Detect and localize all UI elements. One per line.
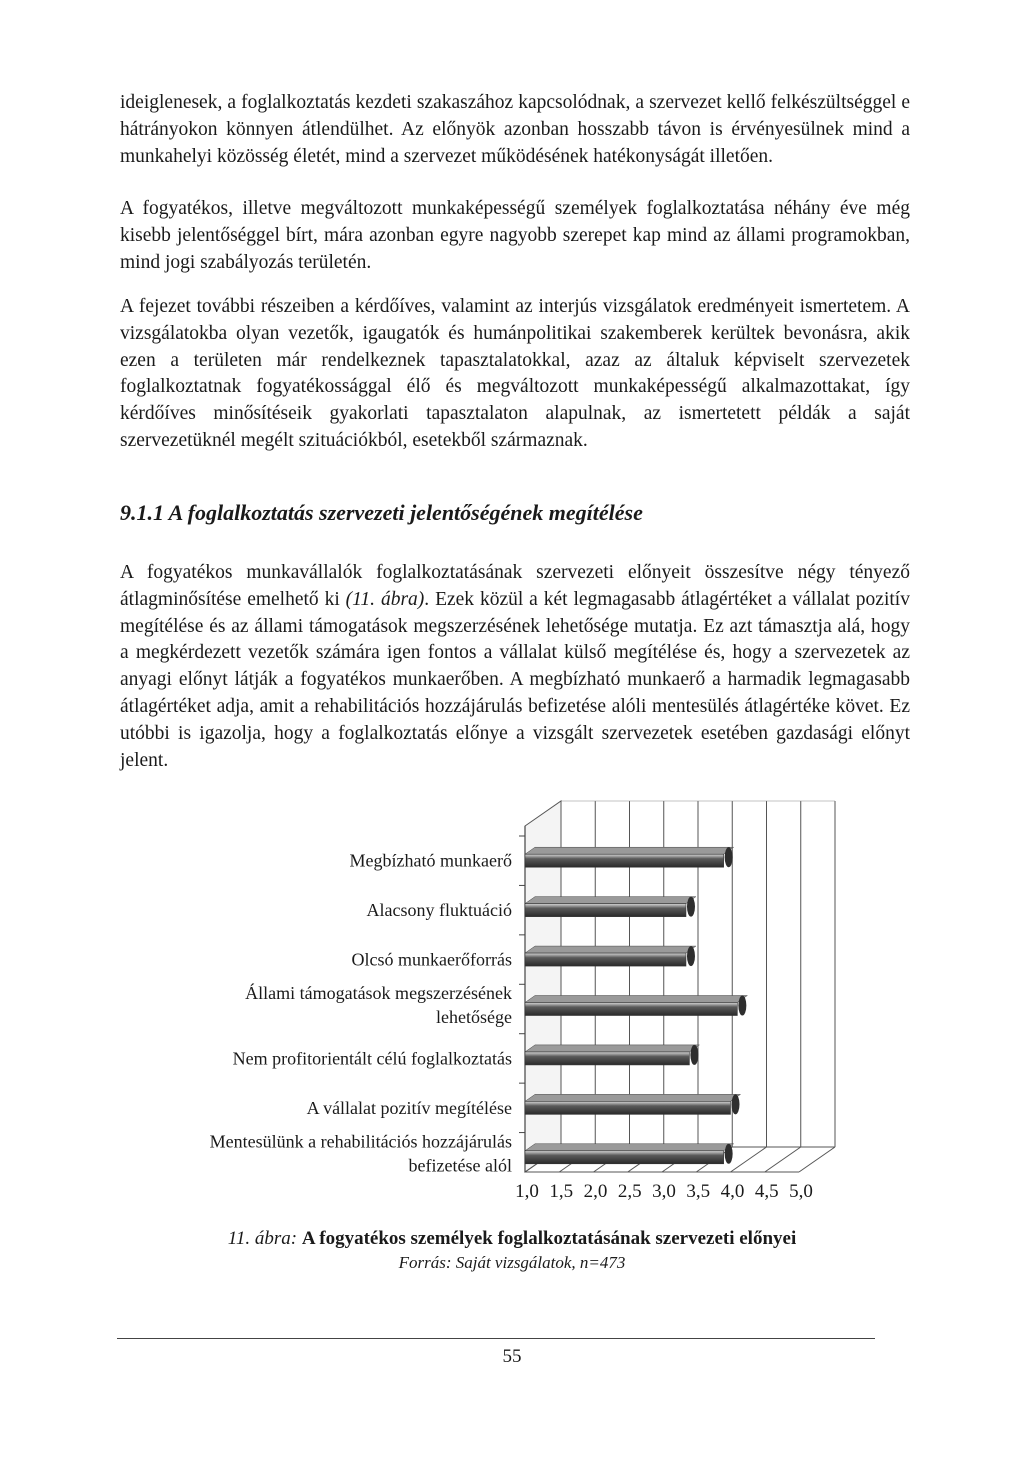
page-number: 55 bbox=[502, 1346, 522, 1367]
x-tick-label: 3,5 bbox=[686, 1181, 711, 1202]
bar-top-face bbox=[525, 897, 696, 904]
bar-end-cap bbox=[738, 996, 746, 1016]
x-tick-label: 4,5 bbox=[754, 1181, 779, 1202]
section-heading: 9.1.1 A foglalkoztatás szervezeti jelentőségének megítélése bbox=[120, 500, 643, 525]
paragraph-text: A fogyatékos munkavállalók foglalkoztatásának szervezeti előnyeit összesítve négy tényező átlagminősítése emelhető ki bbox=[120, 562, 910, 610]
x-tick-label: 3,0 bbox=[652, 1181, 676, 1202]
bar bbox=[525, 1101, 731, 1114]
category-label: Állami támogatások megszerzésének bbox=[245, 983, 512, 1003]
floor-gridline bbox=[765, 1147, 801, 1172]
bar-end-cap bbox=[725, 847, 733, 867]
x-tick-label: 4,0 bbox=[720, 1181, 745, 1202]
bar-top-face bbox=[525, 1094, 741, 1101]
bar-top-face bbox=[525, 1045, 699, 1052]
bar bbox=[525, 1052, 689, 1065]
category-label: lehetősége bbox=[436, 1007, 512, 1027]
bar bbox=[525, 904, 686, 917]
x-tick-label: 2,5 bbox=[617, 1181, 642, 1202]
bar-end-cap bbox=[725, 1144, 733, 1164]
figure-title: A fogyatékos személyek foglalkoztatásának szervezeti előnyei bbox=[301, 1228, 797, 1249]
category-label: befizetése alól bbox=[408, 1155, 512, 1176]
footer-rule bbox=[117, 1338, 875, 1339]
category-label: Nem profitorientált célú foglalkoztatás bbox=[232, 1048, 512, 1069]
bar-top-face bbox=[525, 847, 734, 854]
floor-gridline bbox=[799, 1147, 835, 1172]
bar-end-cap bbox=[687, 946, 695, 966]
category-label: Megbízható munkaerő bbox=[349, 850, 512, 871]
figure-reference: (11. ábra) bbox=[345, 588, 425, 610]
x-tick-label: 2,0 bbox=[583, 1181, 608, 1202]
x-tick-label: 1,0 bbox=[515, 1181, 539, 1202]
category-label: A vállalat pozitív megítélése bbox=[306, 1097, 512, 1118]
paragraph: A fogyatékos, illetve megváltozott munkaképességű személyek foglalkoztatása néhány éve még kisebb jelentőséggel bírt, mára azonban egyre nagyobb szerepet kap mind az állami programokban, mind jogi szabályozás területén. bbox=[120, 198, 910, 273]
category-label: Olcsó munkaerőforrás bbox=[351, 949, 512, 970]
figure-label: 11. ábra: bbox=[227, 1228, 298, 1249]
bar-top-face bbox=[525, 946, 696, 953]
figure-source: Forrás: Saját vizsgálatok, n=473 bbox=[398, 1253, 626, 1272]
bar bbox=[525, 854, 724, 867]
category-label: Alacsony fluktuáció bbox=[366, 900, 512, 921]
paragraph: A fejezet további részeiben a kérdőíves, valamint az interjús vizsgálatok eredményeit ismertetem. A vizsgálatokba olyan vezetők, igaugatók és humánpolitikai szakemberek kerültek bevonásra, akik ezen a területen már rendelkeznek tapasztalatokkal, azaz az általuk képviselt szervezetek foglalkoztatnak fogyatékossággal élő és megváltozott munkaképességű alkalmazottakat, így kérdőíves minősítéseik gyakorlati tapasztalaton alapulnak, az ismertetett példák a saját szervezetüknél megélt szituációkból, esetekből származnak. bbox=[120, 296, 910, 451]
floor-gridline bbox=[731, 1147, 767, 1172]
bar-top-face bbox=[525, 1144, 734, 1151]
bar bbox=[525, 1003, 737, 1016]
bar-end-cap bbox=[687, 897, 695, 917]
figure-caption bbox=[0, 1228, 1024, 1250]
bar bbox=[525, 1151, 724, 1164]
bar bbox=[525, 953, 686, 966]
paragraph-text: . Ezek közül a két legmagasabb átlagértéket a vállalat pozitív megítélése és az állami támogatások megszerzésének lehetősége mutatja. Ez azt támasztja alá, hogy a megkérdezett vezetők számára igen fontos a vállalat külső megítélése és, hogy a szervezetek az anyagi előnyt látják a fogyatékos munkaerőben. A megbízható munkaerő a harmadik legmagasabb átlagértéket adja, amit a rehabilitációs hozzájárulás befizetése alóli mentesülés átlagértéke követ. Ez utóbbi is igazolja, hogy a foglalkoztatás előnye a vizsgált szervezetek esetében gazdasági előnyt jelent. bbox=[120, 588, 910, 771]
bar-end-cap bbox=[732, 1094, 740, 1114]
bar-end-cap bbox=[690, 1045, 698, 1065]
category-label: Mentesülünk a rehabilitációs hozzájárulás bbox=[209, 1131, 512, 1152]
bar-top-face bbox=[525, 996, 747, 1003]
paragraph: ideiglenesek, a foglalkoztatás kezdeti szakaszához kapcsolódnak, a szervezet kellő felkészültséggel e hátrányokon könnyen átlendülhet. Az előnyök azonban hosszabb távon is érvényesülnek mind a munkahelyi közösség életét, mind a szervezet működésének hatékonyságát illetően. bbox=[120, 92, 910, 167]
x-tick-label: 1,5 bbox=[549, 1181, 574, 1202]
x-tick-label: 5,0 bbox=[789, 1181, 813, 1202]
